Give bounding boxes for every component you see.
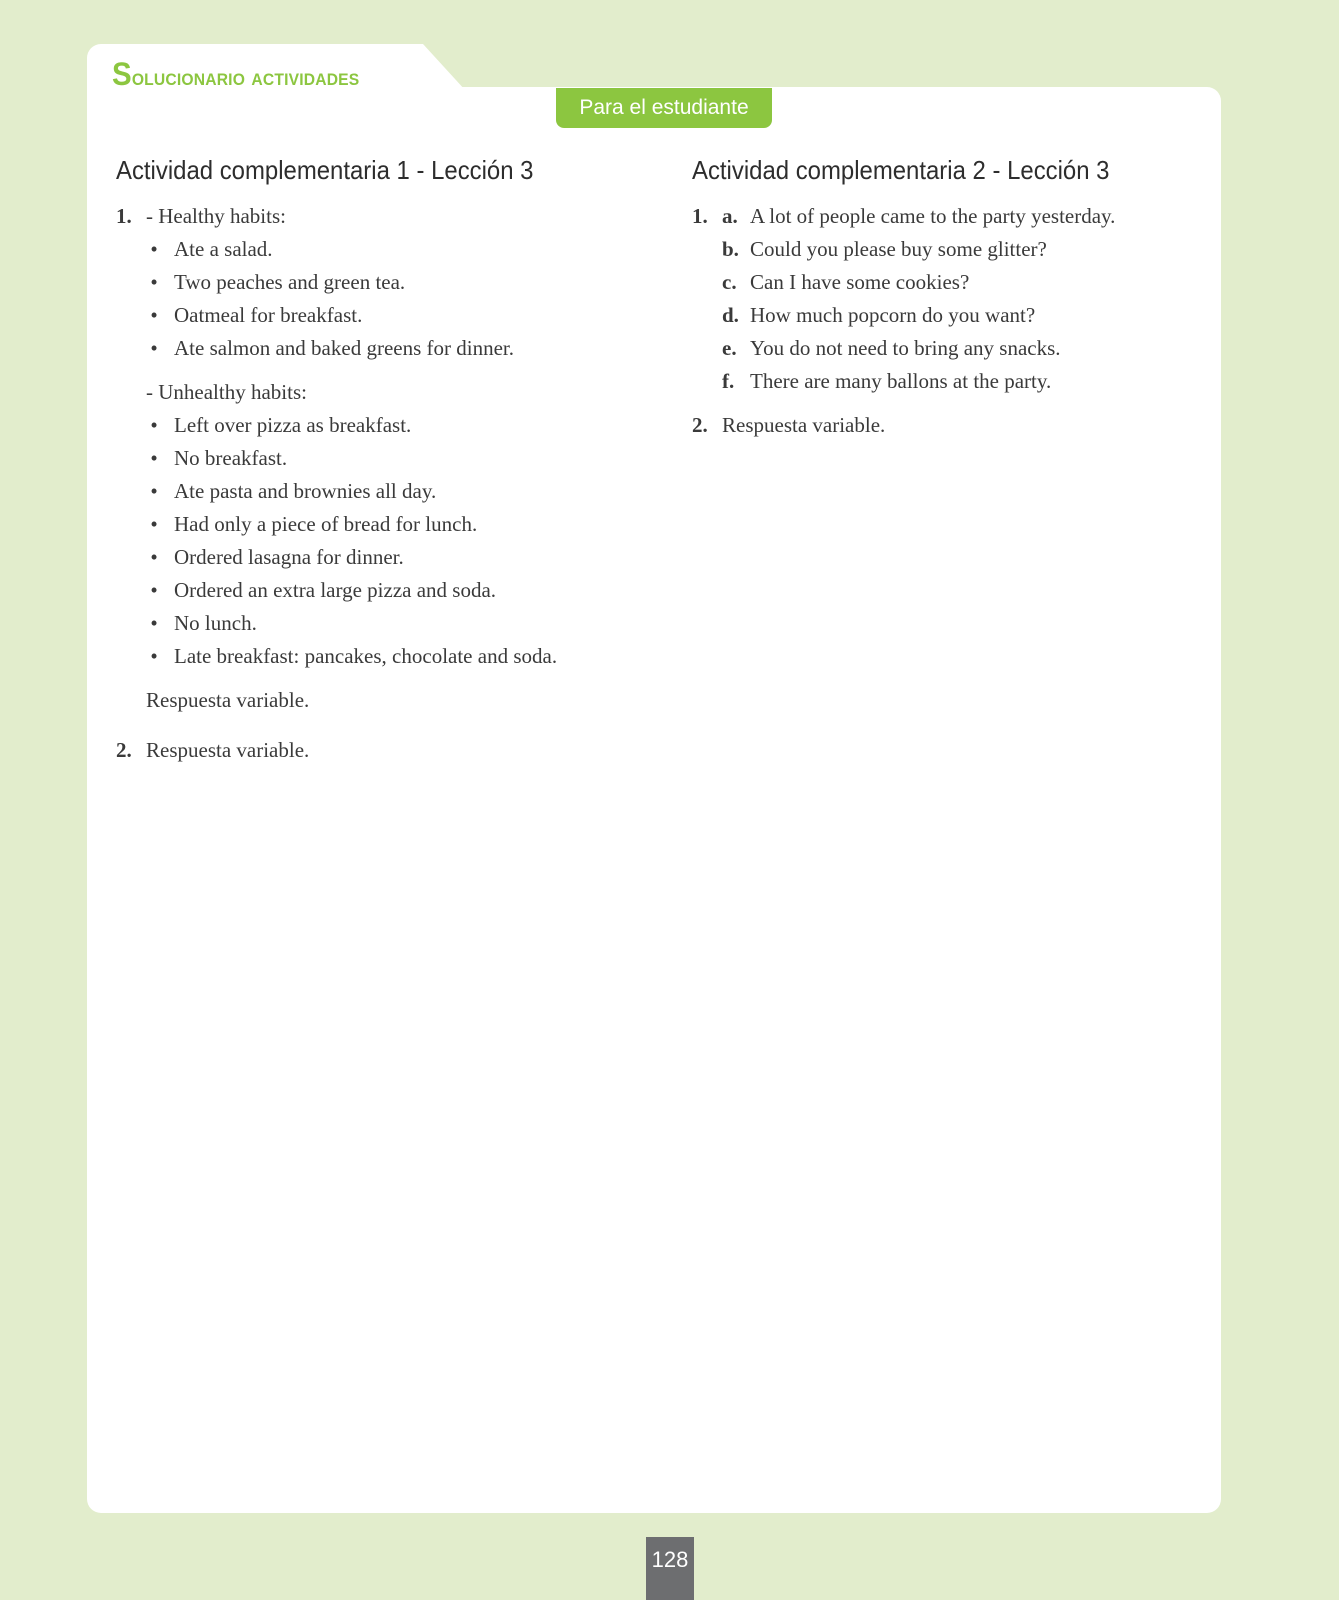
question-number: 1. (116, 204, 132, 228)
activity-2-title: Actividad complementaria 2 - Lección 3 (692, 155, 1110, 185)
list-item: • Left over pizza as breakfast. (116, 409, 676, 442)
unhealthy-label: - Unhealthy habits: (146, 380, 307, 404)
list-item: • Ordered lasagna for dinner. (116, 541, 676, 574)
bullet-icon: • (150, 545, 158, 569)
bullet-icon: • (150, 270, 158, 294)
question-2-line (116, 734, 676, 767)
question-1-note-line (116, 684, 676, 717)
item-letter: c. (722, 270, 737, 294)
question-1-note: Respuesta variable. (146, 688, 310, 712)
item-letter: d. (722, 303, 739, 327)
activity-1-title: Actividad complementaria 1 - Lección 3 (116, 155, 534, 185)
question-number: 1. (692, 204, 708, 228)
list-item: • Two peaches and green tea. (116, 266, 676, 299)
list-item: • Ordered an extra large pizza and soda. (116, 574, 676, 607)
list-item: • Ate pasta and brownies all day. (116, 475, 676, 508)
question-number: 2. (116, 738, 132, 762)
item-letter: b. (722, 237, 739, 261)
bullet-icon: • (150, 446, 158, 470)
list-item: • Late breakfast: pancakes, chocolate and soda. (116, 640, 676, 673)
list-item: • Ate salmon and baked greens for dinner. (116, 332, 676, 365)
list-item: • No lunch. (116, 607, 676, 640)
list-item: • No breakfast. (116, 442, 676, 475)
unhealthy-label-line (116, 376, 676, 409)
list-item: f. There are many ballons at the party. (692, 365, 1212, 398)
bullet-icon: • (150, 479, 158, 503)
list-item: • Had only a piece of bread for lunch. (116, 508, 676, 541)
list-item: • Ate a salad. (116, 233, 676, 266)
question-2-line (692, 409, 1212, 442)
item-letter: a. (722, 204, 738, 228)
bullet-icon: • (150, 611, 158, 635)
activity-2-column (692, 150, 1212, 442)
question-2-answer: Respuesta variable. (722, 413, 886, 437)
activity-1-column (116, 150, 676, 767)
audience-badge: Para el estudiante (556, 88, 772, 128)
list-item: d. How much popcorn do you want? (692, 299, 1212, 332)
question-1-line (116, 200, 676, 233)
list-item: b. Could you please buy some glitter? (692, 233, 1212, 266)
list-item: e. You do not need to bring any snacks. (692, 332, 1212, 365)
question-2-answer: Respuesta variable. (146, 738, 310, 762)
bullet-icon: • (150, 512, 158, 536)
question-number: 2. (692, 413, 708, 437)
bullet-icon: • (150, 336, 158, 360)
list-item: c. Can I have some cookies? (692, 266, 1212, 299)
bullet-icon: • (150, 578, 158, 602)
bullet-icon: • (150, 413, 158, 437)
item-letter: f. (722, 369, 735, 393)
list-item: 1. a. A lot of people came to the party yesterday. (692, 200, 1212, 233)
bullet-icon: • (150, 303, 158, 327)
bullet-icon: • (150, 237, 158, 261)
bullet-icon: • (150, 644, 158, 668)
list-item: • Oatmeal for breakfast. (116, 299, 676, 332)
page-number: 128 (646, 1537, 694, 1600)
healthy-label: - Healthy habits: (146, 204, 286, 228)
section-title: Solucionario actividades (112, 56, 360, 92)
item-letter: e. (722, 336, 737, 360)
